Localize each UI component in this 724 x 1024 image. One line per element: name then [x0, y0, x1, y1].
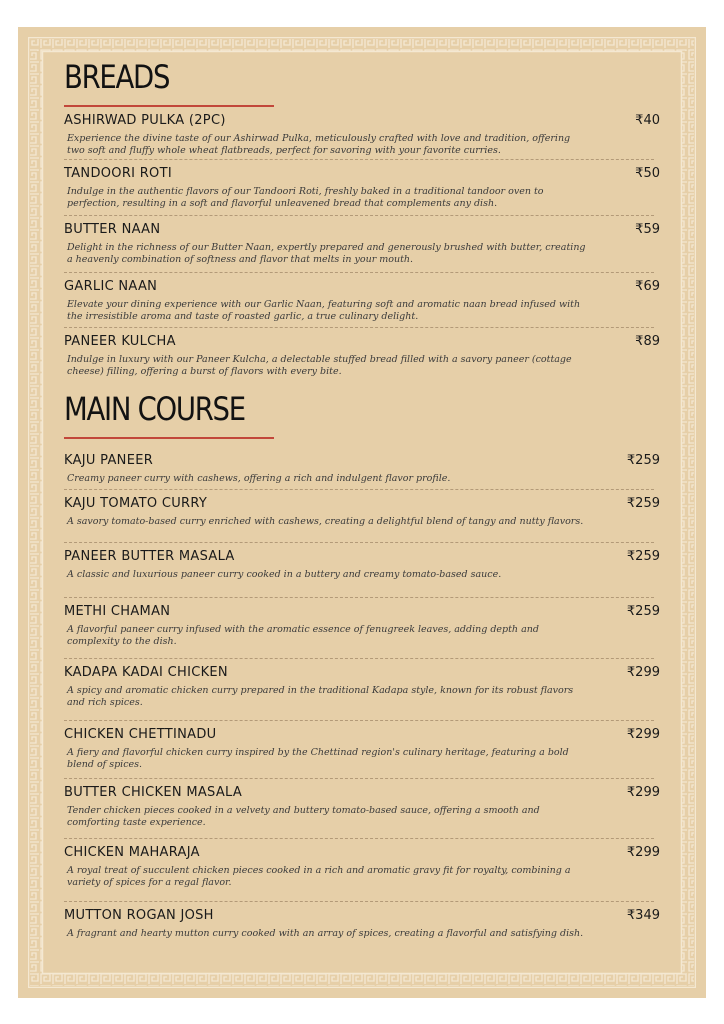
item-name: CHICKEN MAHARAJA — [64, 845, 200, 860]
item-price: ₹40 — [635, 113, 660, 128]
item-description: Elevate your dining experience with our Garlic Naan, featuring soft and aromatic naan bread infused with the irresistible aroma and taste of roasted garlic, a true culinary delight. — [67, 299, 581, 322]
item-name: MUTTON ROGAN JOSH — [64, 908, 214, 923]
menu-item — [64, 439, 660, 490]
menu-item — [64, 490, 660, 543]
menu-item — [64, 543, 660, 598]
section-title: MAIN COURSE — [64, 390, 245, 428]
item-price: ₹299 — [626, 665, 660, 680]
item-name: KAJU PANEER — [64, 453, 154, 468]
item-description: A flavorful paneer curry infused with the aromatic essence of fenugreek leaves, adding depth and complexity to the dish. — [67, 624, 539, 647]
item-name: BUTTER NAAN — [64, 222, 161, 237]
menu-section — [64, 389, 660, 952]
menu-item — [64, 779, 660, 839]
menu-item — [64, 839, 660, 902]
item-name: KAJU TOMATO CURRY — [64, 496, 208, 511]
item-price: ₹59 — [635, 222, 660, 237]
menu-item — [64, 659, 660, 721]
item-description: A royal treat of succulent chicken pieces cooked in a rich and aromatic gravy fit for royalty, combining a variety of spices for a regal flavor. — [67, 865, 571, 888]
item-price: ₹259 — [626, 453, 660, 468]
item-description: Tender chicken pieces cooked in a velvety and buttery tomato-based sauce, offering a smooth and comforting taste experience. — [67, 805, 540, 828]
item-price: ₹89 — [635, 334, 660, 349]
menu-item — [64, 273, 660, 328]
item-name: CHICKEN CHETTINADU — [64, 727, 217, 742]
menu-item — [64, 107, 660, 160]
item-name: PANEER KULCHA — [64, 334, 176, 349]
item-description: A fragrant and hearty mutton curry cooked with an array of spices, creating a flavorful and satisfying dish. — [67, 928, 584, 939]
item-price: ₹50 — [635, 166, 660, 181]
menu-content — [64, 57, 660, 952]
item-name: BUTTER CHICKEN MASALA — [64, 785, 243, 800]
menu-item — [64, 721, 660, 779]
item-price: ₹259 — [626, 496, 660, 511]
item-name: PANEER BUTTER MASALA — [64, 549, 235, 564]
item-price: ₹259 — [626, 604, 660, 619]
item-description: Indulge in luxury with our Paneer Kulcha, a delectable stuffed bread filled with a savory paneer (cottage cheese) filling, offering a burst of flavors with every bite. — [67, 354, 572, 377]
item-name: GARLIC NAAN — [64, 279, 158, 294]
section-title: BREADS — [64, 58, 170, 96]
menu-item — [64, 598, 660, 659]
item-price: ₹349 — [626, 908, 660, 923]
menu-item — [64, 328, 660, 383]
item-price: ₹299 — [626, 727, 660, 742]
menu-section — [64, 57, 660, 383]
item-description: A spicy and aromatic chicken curry prepared in the traditional Kadapa style, known for its robust flavors and rich spices. — [67, 685, 574, 708]
item-description: A classic and luxurious paneer curry cooked in a buttery and creamy tomato-based sauce. — [67, 569, 502, 580]
item-price: ₹299 — [626, 845, 660, 860]
item-description: Delight in the richness of our Butter Naan, expertly prepared and generously brushed with butter, creating a heavenly combination of softness and flavor that melts in your mouth. — [67, 242, 586, 265]
menu-item — [64, 160, 660, 216]
item-price: ₹299 — [626, 785, 660, 800]
item-name: KADAPA KADAI CHICKEN — [64, 665, 228, 680]
menu-page — [18, 27, 706, 998]
item-description: Indulge in the authentic flavors of our Tandoori Roti, freshly baked in a traditional tandoor oven to perfection, resulting in a soft and flavorful unleavened bread that complements any dish. — [67, 186, 544, 209]
item-name: METHI CHAMAN — [64, 604, 171, 619]
item-price: ₹259 — [626, 549, 660, 564]
item-name: ASHIRWAD PULKA (2PC) — [64, 113, 226, 128]
item-description: Creamy paneer curry with cashews, offering a rich and indulgent flavor profile. — [67, 473, 451, 484]
menu-item — [64, 216, 660, 273]
menu-item — [64, 902, 660, 952]
item-description: A fiery and flavorful chicken curry inspired by the Chettinad region's culinary heritage, featuring a bold blend of spices. — [67, 747, 569, 770]
item-name: TANDOORI ROTI — [64, 166, 172, 181]
item-price: ₹69 — [635, 279, 660, 294]
item-description: Experience the divine taste of our Ashirwad Pulka, meticulously crafted with love and tradition, offering two soft and fluffy whole wheat flatbreads, perfect for savoring with your favorite curries. — [67, 133, 571, 156]
item-description: A savory tomato-based curry enriched with cashews, creating a delightful blend of tangy and nutty flavors. — [67, 516, 584, 527]
